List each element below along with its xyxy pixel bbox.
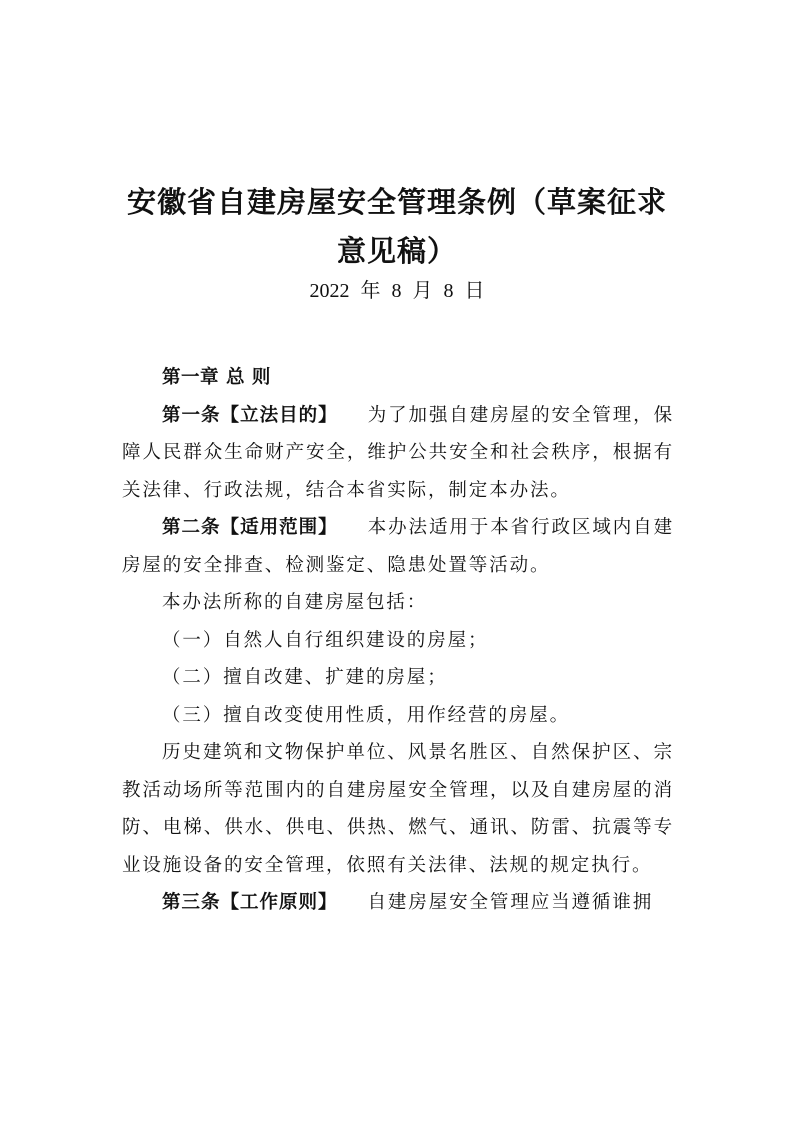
article-2-scope-intro: 本办法所称的自建房屋包括： [162, 592, 428, 613]
chapter-heading [122, 359, 674, 397]
article-3 [122, 884, 674, 922]
article-1-heading: 第一条【立法目的】 [162, 404, 338, 426]
article-2-item: （二）擅自改建、扩建的房屋； [162, 667, 448, 688]
article-1 [122, 397, 674, 510]
article-1-text: 为了加强自建房屋的安全管理，保障人民群众生命财产安全，维护公共安全和社会秩序，根据有关法律、行政法规，结合本省实际，制定本办法。 [122, 404, 674, 501]
article-2-text: 本办法适用于本省行政区域内自建房屋的安全排查、检测鉴定、隐患处置等活动。 [122, 517, 674, 576]
document-date: 2022 年 8 月 8 日 [309, 280, 485, 302]
article-2-exclusions: 历史建筑和文物保护单位、风景名胜区、自然保护区、宗教活动场所等范围内的自建房屋安全管理，以及自建房屋的消防、电梯、供水、供电、供热、燃气、通讯、防雷、抗震等专业设施设备的安全管理，依照有关法律、法规的规定执行。 [122, 742, 674, 876]
article-2-item: （三）擅自改变使用性质，用作经营的房屋。 [162, 704, 571, 726]
article-2-heading: 第二条【适用范围】 [162, 517, 338, 538]
article-2 [122, 509, 674, 584]
document-title: 安徽省自建房屋安全管理条例（草案征求意见稿） [126, 185, 667, 268]
article-3-heading: 第三条【工作原则】 [162, 892, 338, 913]
article-3-text: 自建房屋安全管理应当遵循谁拥 [367, 892, 654, 913]
chapter-title: 第一章 总 则 [162, 367, 271, 388]
article-2-item: （一）自然人自行组织建设的房屋； [162, 629, 489, 651]
document-body [122, 359, 674, 922]
